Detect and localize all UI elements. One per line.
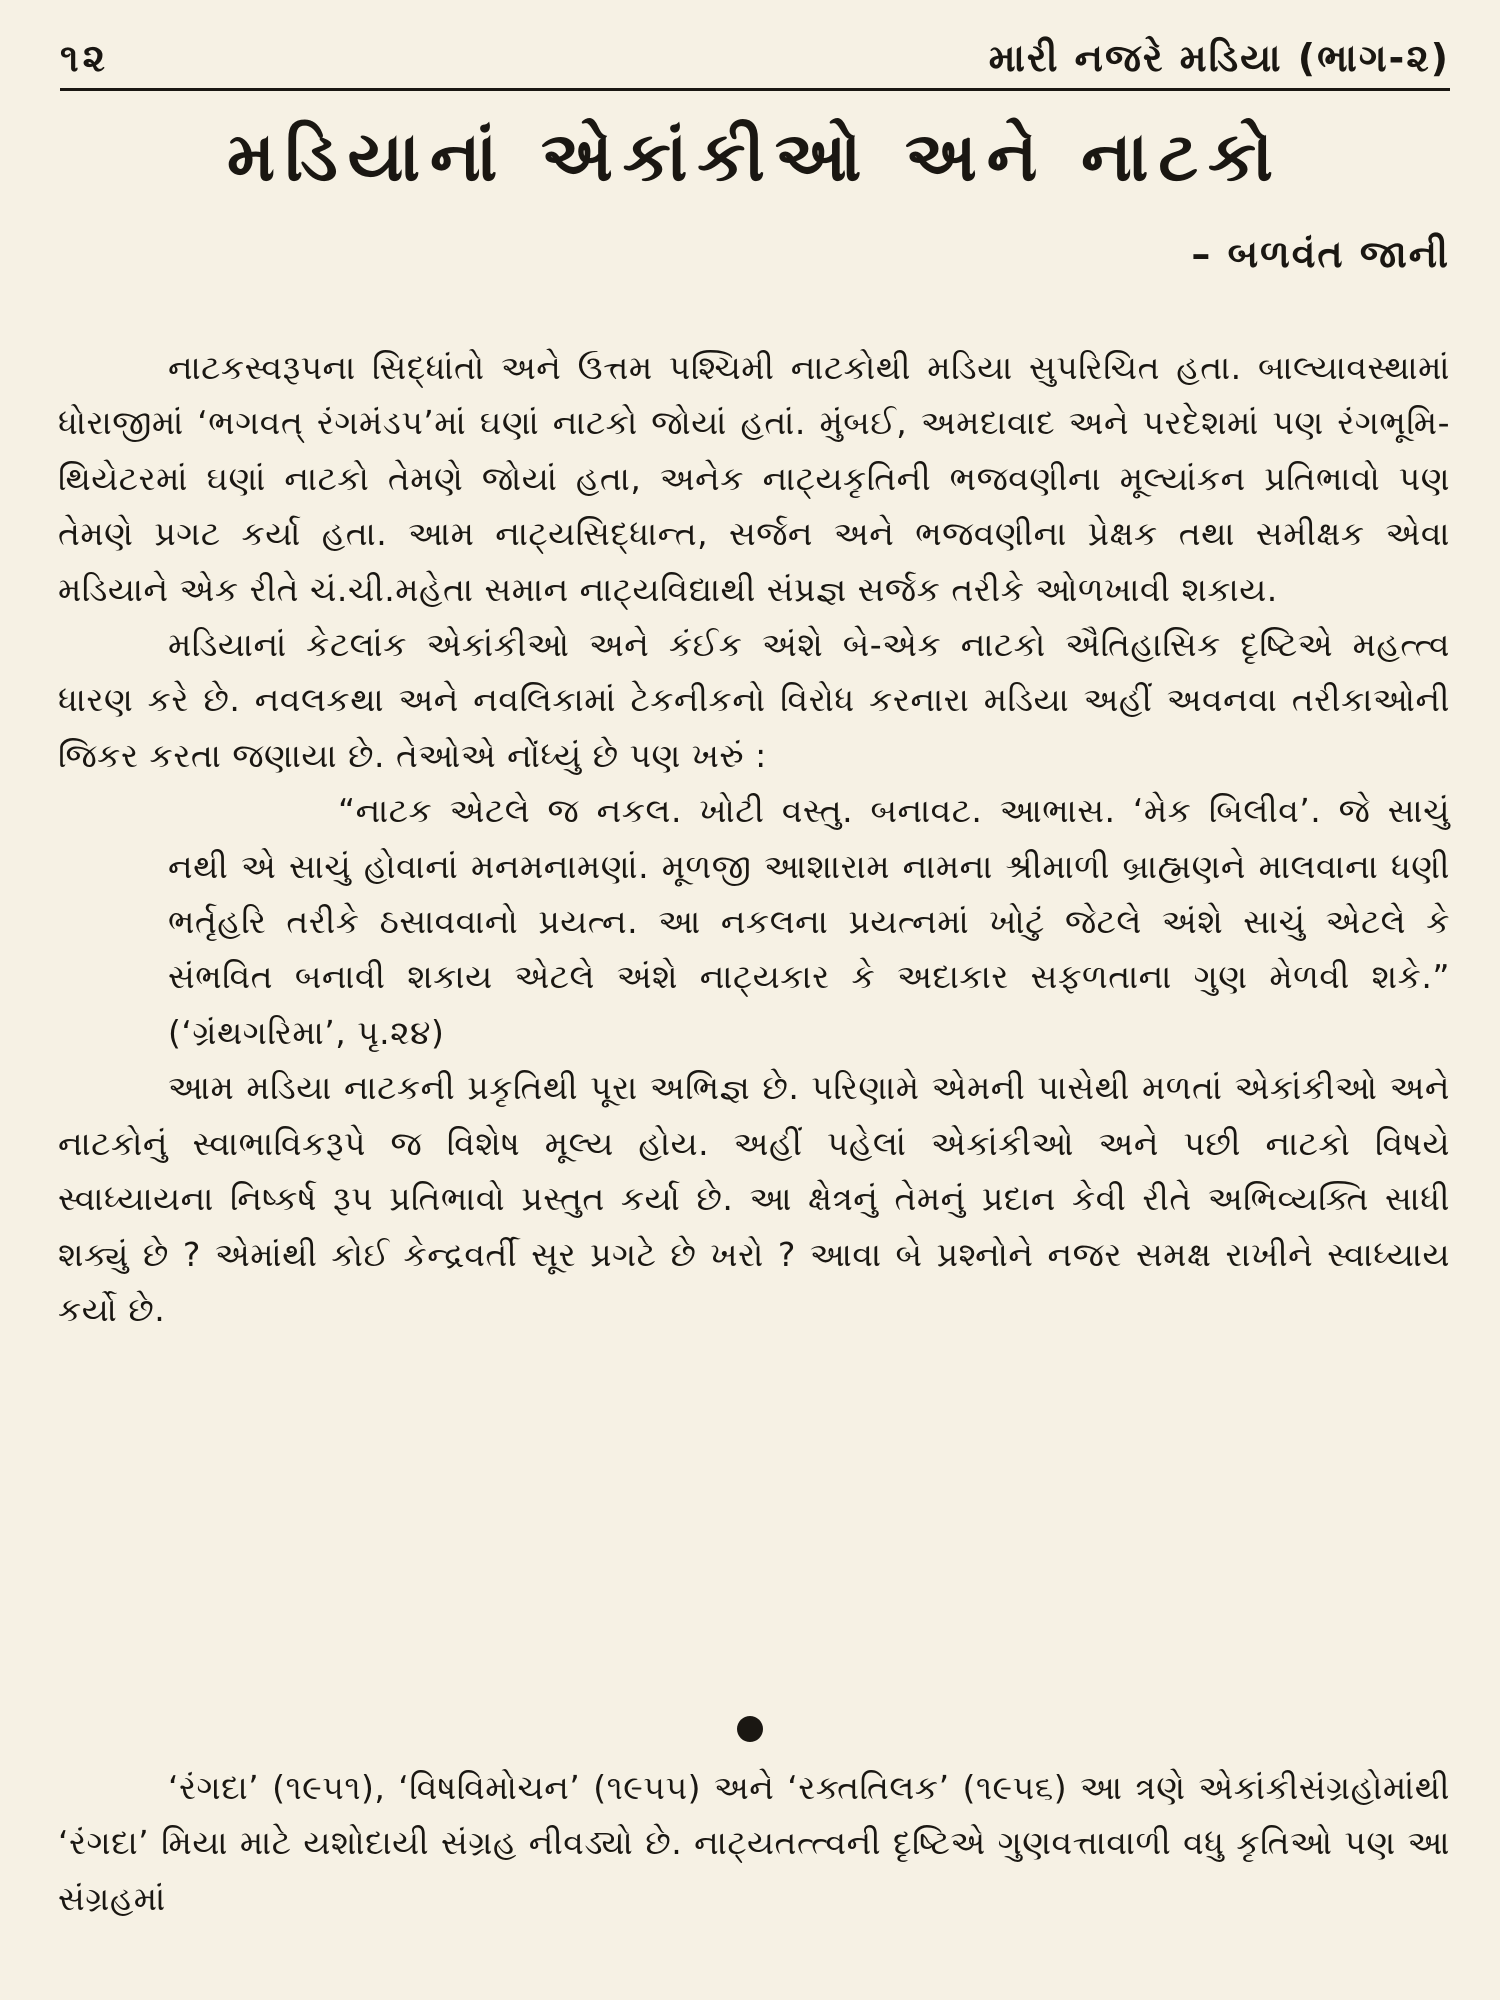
paragraph-3: આમ મડિયા નાટકની પ્રકૃતિથી પૂરા અભિજ્ઞ છે. પરિણામે એમની પાસેથી મળતાં એકાંકીઓ અને નાટકોનું સ્વાભાવિકરૂપે જ વિશેષ મૂલ્ય હોય. અહીં પહેલાં એકાંકીઓ અને પછી નાટકો વિષયે સ્વાધ્યાયના નિષ્કર્ષ રૂપ પ્રતિભાવો પ્રસ્તુત કર્યા છે. આ ક્ષેત્રનું તેમનું પ્રદાન કેવી રીતે અભિવ્યક્તિ સાધી શક્યું છે ? એમાંથી કોઈ કેન્દ્રવર્તી સૂર પ્રગટે છે ખરો ? આવા બે પ્રશ્નોને નજર સમક્ષ રાખીને સ્વાધ્યાય કર્યો છે. [58,1068,1450,1329]
page-number: ૧૨ [60,36,109,80]
paragraph-1: નાટકસ્વરૂપના સિદ્ધાંતો અને ઉત્તમ પશ્ચિમી નાટકોથી મડિયા સુપરિચિત હતા. બાલ્યાવસ્થામાં ધોરાજીમાં ‘ભગવત્ રંગમંડપ’માં ઘણાં નાટકો જોયાં હતાં. મુંબઈ, અમદાવાદ અને પરદેશમાં પણ રંગભૂમિ-થિયેટરમાં ઘણાં નાટકો તેમણે જોયાં હતા, અનેક નાટ્યકૃતિની ભજવણીના મૂલ્યાંકન પ્રતિભાવો પણ તેમણે પ્રગટ કર્યા હતા. આમ નાટ્યસિદ્ધાન્ત, સર્જન અને ભજવણીના પ્રેક્ષક તથા સમીક્ષક એવા મડિયાને એક રીતે ચં.ચી.મહેતા સમાન નાટ્યવિદ્યાથી સંપ્રજ્ઞ સર્જક તરીકે ઓળખાવી શકાય. [58,348,1450,609]
book-title: મારી નજરે મડિયા (ભાગ-૨) [988,36,1450,80]
block-quote: “નાટક એટલે જ નકલ. ખોટી વસ્તુ. બનાવટ. આભાસ. ‘મેક બિલીવ’. જે સાચું નથી એ સાચું હોવાનાં મનમનામણાં. મૂળજી આશારામ નામના શ્રીમાળી બ્રાહ્મણને માલવાના ધણી ભર્તૃહરિ તરીકે ઠસાવવાનો પ્રયત્ન. આ નકલના પ્રયત્નમાં ખોટું જેટલે અંશે સાચું એટલે કે સંભવિત બનાવી શકાય એટલે અંશે નાટ્યકાર કે અદાકાર સફળતાના ગુણ મેળવી શકે.” (‘ગ્રંથગરિમા’, પૃ.૨૪) [168,791,1450,1052]
article-body [58,340,1450,1337]
section-separator-dot [737,1716,763,1742]
author-byline: – બળવંત જાની [1191,232,1450,276]
article-body-continued [58,1760,1450,1926]
paragraph-2: મડિયાનાં કેટલાંક એકાંકીઓ અને કંઈક અંશે બે-એક નાટકો ઐતિહાસિક દૃષ્ટિએ મહત્ત્વ ધારણ કરે છે. નવલકથા અને નવલિકામાં ટેકનીકનો વિરોધ કરનારા મડિયા અહીં અવનવા તરીકાઓની જિકર કરતા જણાયા છે. તેઓએ નોંધ્યું છે પણ ખરું : [58,625,1450,775]
running-header [60,32,1450,91]
paragraph-4: ‘રંગદા’ (૧૯૫૧), ‘વિષવિમોચન’ (૧૯૫૫) અને ‘રક્તતિલક’ (૧૯૫૬) આ ત્રણે એકાંકીસંગ્રહોમાંથી ‘રંગદા’ મિયા માટે યશોદાયી સંગ્રહ નીવડ્યો છે. નાટ્યતત્ત્વની દૃષ્ટિએ ગુણવત્તાવાળી વધુ કૃતિઓ પણ આ સંગ્રહમાં [58,1768,1450,1918]
article-title: મડિયાનાં એકાંકીઓ અને નાટકો [226,118,1284,197]
